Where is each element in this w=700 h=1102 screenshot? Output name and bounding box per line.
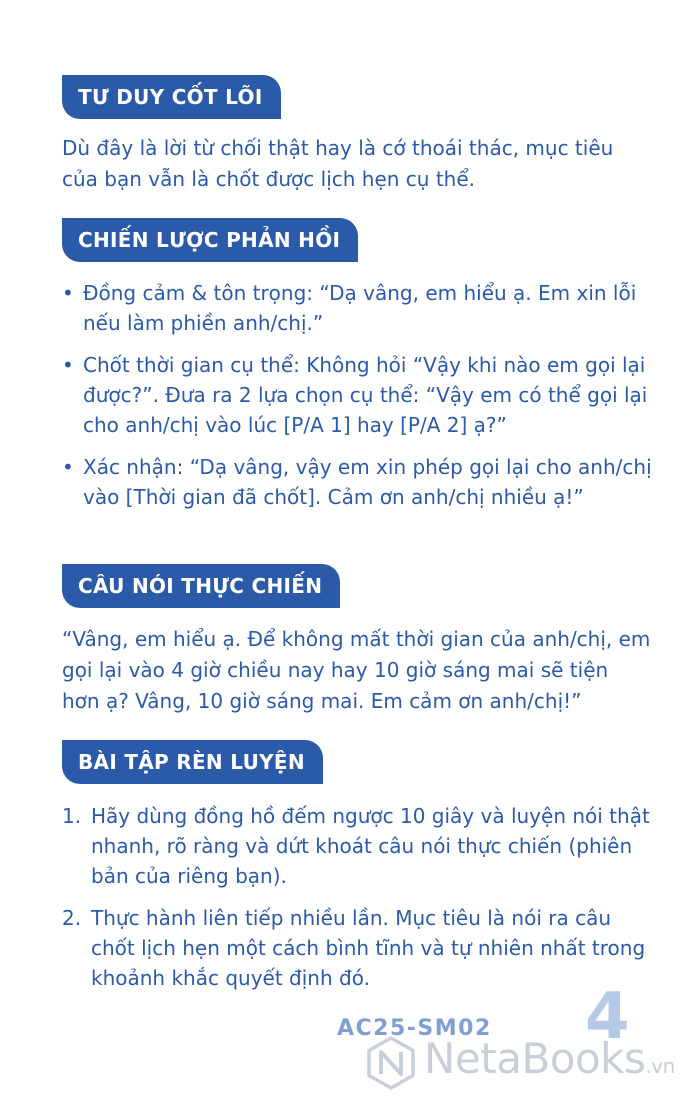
section-heading-practical-phrase: CÂU NÓI THỰC CHIẾN (62, 564, 340, 608)
bullet-marker: • (62, 281, 74, 305)
bullet-marker: • (62, 455, 74, 479)
section-heading-practice-exercises: BÀI TẬP RÈN LUYỆN (62, 740, 323, 784)
list-item-text: Đồng cảm & tôn trọng: “Dạ vâng, em hiểu ạ. Em xin lỗi nếu làm phiền anh/chị.” (83, 281, 637, 335)
list-item-text: Chốt thời gian cụ thể: Không hỏi “Vậy khi nào em gọi lại được?”. Đưa ra 2 lựa chọn cụ thể: “Vậy em có thể gọi lại cho anh/chị vào lúc [P/A 1] hay [P/A 2] ạ?” (83, 353, 648, 437)
list-item (62, 350, 652, 440)
watermark-logo-text (424, 1034, 675, 1083)
list-item (62, 278, 652, 338)
section-heading-response-strategy: CHIẾN LƯỢC PHẢN HỒI (62, 218, 358, 262)
practice-exercises-list (62, 801, 652, 1005)
bullet-marker: • (62, 353, 74, 377)
list-item (62, 452, 652, 512)
section-heading-core-mindset: TƯ DUY CỐT LÕI (62, 75, 281, 119)
list-item (62, 903, 652, 993)
list-item-text: Xác nhận: “Dạ vâng, vậy em xin phép gọi lại cho anh/chị vào [Thời gian đã chốt]. Cảm ơn anh/chị nhiều ạ!” (83, 455, 652, 509)
response-strategy-list (62, 278, 652, 524)
number-marker: 1. (62, 804, 82, 828)
list-item-text: Thực hành liên tiếp nhiều lần. Mục tiêu là nói ra câu chốt lịch hẹn một cách bình tĩnh và tự nhiên nhất trong khoảnh khắc quyết định đó. (91, 906, 646, 990)
list-item-text: Hãy dùng đồng hồ đếm ngược 10 giây và luyện nói thật nhanh, rõ ràng và dứt khoát câu nói thực chiến (phiên bản của riêng bạn). (91, 804, 650, 888)
netabooks-logo-icon (363, 1035, 419, 1091)
number-marker: 2. (62, 906, 82, 930)
document-code: AC25-SM02 (337, 1016, 492, 1041)
practical-phrase-text: “Vâng, em hiểu ạ. Để không mất thời gian của anh/chị, em gọi lại vào 4 giờ chiều nay hay 10 giờ sáng mai sẽ tiện hơn ạ? Vâng, 10 giờ sáng mai. Em cảm ơn anh/chị!” (62, 627, 651, 713)
core-mindset-text: Dù đây là lời từ chối thật hay là cớ thoái thác, mục tiêu của bạn vẫn là chốt được lịch hẹn cụ thể. (62, 136, 614, 191)
page-number: 4 (585, 980, 630, 1054)
list-item (62, 801, 652, 891)
logo-suffix: .vn (645, 1054, 675, 1078)
logo-name: NetaBooks (424, 1034, 646, 1083)
